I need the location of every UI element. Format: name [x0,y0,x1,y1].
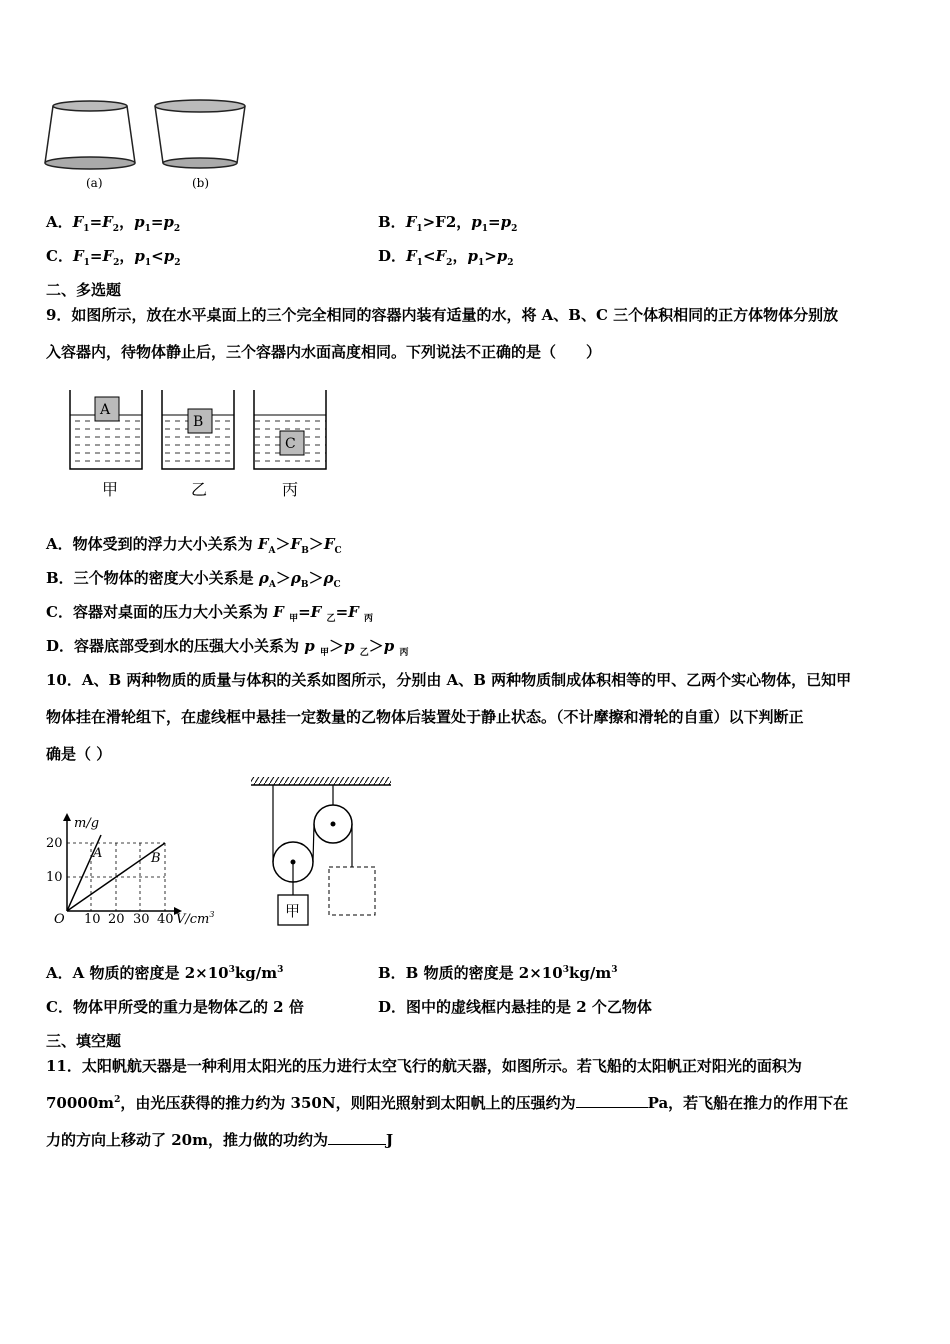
q10-stem-line1: 10．A、B 两种物质的质量与体积的关系如图所示，分别由 A、B 两种物质制成体积相等的甲、乙两个实心物体，已知甲 [46,671,852,689]
q9-option-b: B．三个物体的密度大小关系是 $\rho_A>\rho_B>\rho_C$ [46,569,341,590]
q11-stem-line3: 力的方向上移动了 20m，推力做的功约为 J [46,1131,394,1149]
section-heading-multi-choice: 二、多选题 [46,281,122,299]
bucket-b-label: (b) [192,176,210,190]
label-jia: 甲 [102,480,119,499]
q10-stem-line3: 确是（ ） [46,745,112,763]
block-a-label: A [100,402,111,418]
block-c-label: C [285,436,296,452]
x-axis-label: $V/cm^3$ [176,910,215,927]
container-jia [70,390,142,469]
q8-option-c: C．$F_1=F_2$，$p_1<p_2$ [46,247,181,268]
q11-blank-pressure[interactable] [576,1093,648,1108]
q10-option-c: C．物体甲所受的重力是物体乙的 2 倍 [46,998,304,1016]
x-tick-10: 10 [84,912,101,927]
q10-option-b: B．B 物质的密度是 $2\times 10^3kg/m^3$ [378,964,618,982]
line-a-label: A [93,846,103,861]
q8-option-d: D．$F_1<F_2$，$p_1>p_2$ [378,247,514,268]
q10-option-a: A．A 物质的密度是 $2\times 10^3kg/m^3$ [46,964,284,982]
q11-blank-work[interactable] [328,1130,386,1145]
section-heading-fill-blank: 三、填空题 [46,1032,122,1050]
q10-stem-line2: 物体挂在滑轮组下，在虚线框中悬挂一定数量的乙物体后装置处于静止状态。（不计摩擦和滑轮的自重）以下判断正 [46,708,804,726]
label-bing: 丙 [282,480,299,499]
x-tick-20: 20 [108,912,125,927]
line-b-label: B [151,851,161,866]
block-b-label: B [193,414,204,430]
container-yi [162,390,234,469]
y-tick-10: 10 [46,870,63,885]
container-bing [254,390,326,469]
q11-stem-line1: 11．太阳帆航天器是一种利用太阳光的压力进行太空飞行的航天器，如图所示。若飞船的太阳帆正对阳光的面积为 [46,1057,802,1075]
q10-option-d: D．图中的虚线框内悬挂的是 2 个乙物体 [378,998,652,1016]
label-yi: 乙 [191,480,208,499]
bucket-a-label: (a) [86,176,103,190]
object-jia-label: 甲 [285,902,301,920]
q9-option-d: D．容器底部受到水的压强大小关系为 p $_甲$＞p $_乙$＞p $_丙$ [46,637,409,658]
origin-label: O [54,912,65,927]
q9-stem-line2: 入容器内，待物体静止后，三个容器内水面高度相同。下列说法不正确的是（ ） [46,343,602,361]
q8-option-a: A．$F_1=F_2$，$p_1=p_2$ [46,213,181,234]
bucket-b [155,100,245,168]
q9-containers-figure [64,385,344,505]
q8-option-b: B．$F_1>F2$，$p_1=p_2$ [378,213,518,234]
ceiling [251,777,391,785]
dashed-frame [329,867,375,915]
q11-stem-line2: $70000m^2$，由光压获得的推力约为 350N，则阳光照射到太阳帆上的压强约为 Pa，若飞船在推力的作用下在 [46,1094,849,1112]
x-tick-30: 30 [133,912,150,927]
x-tick-40: 40 [157,912,174,927]
y-tick-20: 20 [46,836,63,851]
bucket-a [45,101,135,169]
q9-option-c: C．容器对桌面的压力大小关系为 F $_甲$=F $_乙$=F $_丙$ [46,603,374,624]
mass-volume-graph [40,805,230,930]
bucket-figure [40,95,260,195]
q9-option-a: A．物体受到的浮力大小关系为 $F_A>F_B>F_C$ [46,535,342,556]
pulley-system-figure [245,775,395,935]
y-axis-label: m/g [74,816,100,831]
q9-stem-line1: 9．如图所示，放在水平桌面上的三个完全相同的容器内装有适量的水，将 A、B、C 三个体积相同的正方体物体分别放 [46,306,839,324]
